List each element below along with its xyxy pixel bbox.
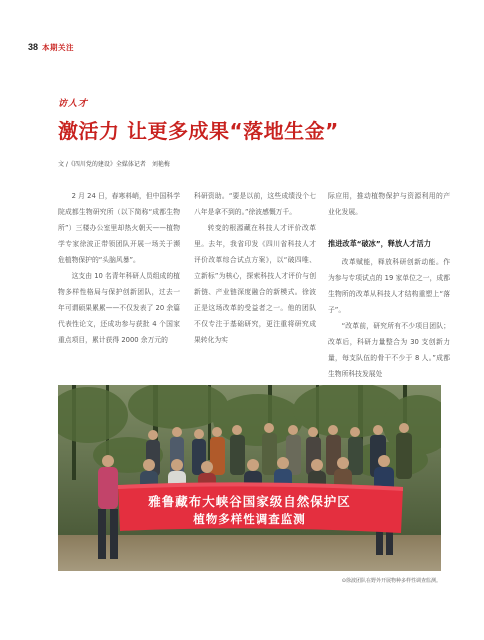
paragraph: 2 月 24 日，春寒料峭，但中国科学院成都生物研究所（以下简称“成都生物所”）三楼办公室里却热火朝天——植物学专家徐波正带领团队开展一场关于濒危植物保护的“头脑风暴”。 (58, 192, 180, 264)
paragraph: 际应用，推动植物保护与资源利用的产业化发展。 (328, 192, 450, 216)
banner-text-line2: 植物多样性调查监测 (193, 512, 306, 526)
column-kicker: 访人才 (58, 99, 89, 109)
paragraph: 改革赋能，释放科研创新动能。作为参与专项试点的 19 家单位之一，成都生物所的改革从科技人才结构重塑上“落子”。 (328, 258, 450, 314)
paragraph: “改革前，研究所有不少项目团队；改革后，科研力量整合为 30 支创新力量，每支队伍的骨干不少于 8 人。”成都生物所科技发展处 (328, 322, 450, 378)
team-photo (58, 385, 441, 571)
text-column-2 (194, 188, 316, 348)
section-name: 本期关注 (42, 42, 75, 52)
photo-caption: ⊙徐波团队在野外开展物种多样性调查监测。 (341, 578, 441, 584)
page-header (28, 40, 74, 54)
byline: 文 /《四川党的建设》全媒体记者 刘艳梅 (58, 161, 170, 168)
section-subhead: 推进改革“破冰”，释放人才活力 (328, 239, 431, 248)
banner-text-line1: 雅鲁藏布大峡谷国家级自然保护区 (148, 494, 351, 509)
photo-illustration (58, 385, 441, 571)
page-number: 38 (28, 42, 39, 52)
text-column-1 (58, 188, 180, 348)
paragraph: 这支由 10 名青年科研人员组成的植物多样性格局与保护创新团队，过去一年可谓硕果累累——不仅发表了 20 余篇代表性论文，还成功参与获批 4 个国家重点项目，累计获得 2000 余万元的 (58, 272, 180, 344)
paragraph: 科研资助。“要是以前，这些成绩没个七八年是拿不到的。”徐波感慨万千。 (194, 192, 316, 216)
text-column-3 (328, 188, 450, 382)
article-title: 激活力 让更多成果“落地生金” (58, 119, 339, 143)
paragraph: 转变的根源藏在科技人才评价改革里。去年，我省印发《四川省科技人才评价改革综合试点方案》，以“破四唯、立新标”为核心，探索科技人才评价与创新链、产业链深度融合的新模式。徐波正是这场改革的受益者之一。他的团队不仅专注于基础研究，更注重将研究成果转化为实 (194, 224, 316, 344)
